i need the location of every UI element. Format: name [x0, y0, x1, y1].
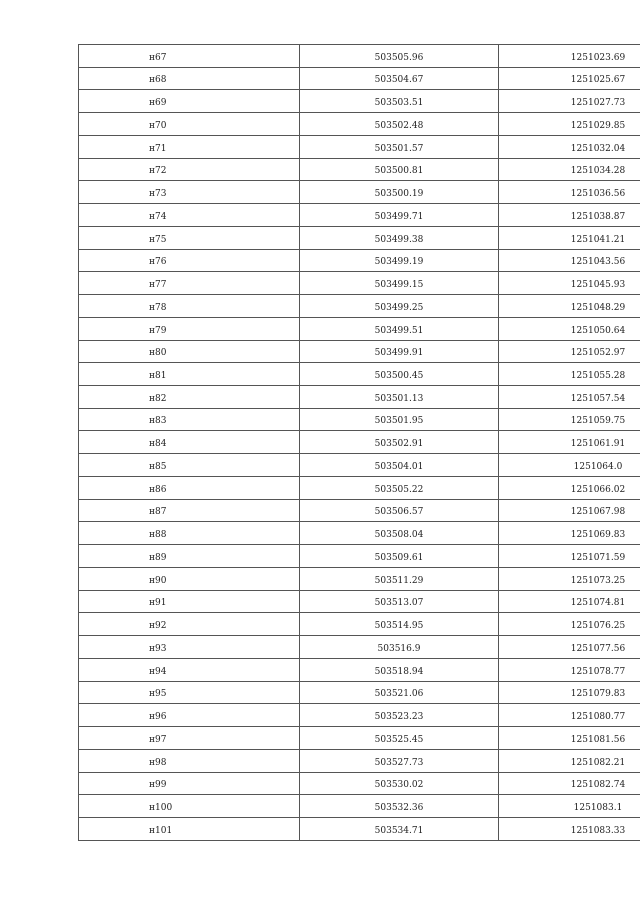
y-coordinate-cell [499, 135, 640, 158]
point-id-cell-text: н97 [149, 734, 167, 745]
y-coordinate-cell-text: 1251078.77 [570, 666, 626, 677]
point-id-cell [79, 317, 300, 340]
y-coordinate-cell [499, 181, 640, 204]
x-coordinate-cell-text: 503499.51 [374, 325, 424, 336]
y-coordinate-cell [499, 590, 640, 613]
x-coordinate-cell [300, 45, 499, 68]
y-coordinate-cell [499, 727, 640, 750]
point-id-cell-text: н92 [149, 621, 167, 632]
x-coordinate-cell-text: 503509.61 [374, 552, 424, 563]
x-coordinate-cell [300, 340, 499, 363]
point-id-cell-text: н70 [149, 120, 167, 131]
point-id-cell-text: н101 [149, 825, 173, 836]
x-coordinate-cell [300, 749, 499, 772]
table-row [79, 476, 640, 499]
point-id-cell [79, 704, 300, 727]
point-id-cell-text: н71 [149, 143, 167, 154]
point-id-cell [79, 658, 300, 681]
point-id-cell-text: н69 [149, 98, 167, 109]
x-coordinate-cell-text: 503501.57 [374, 143, 424, 154]
table-row [79, 204, 640, 227]
table-row [79, 431, 640, 454]
y-coordinate-cell-text: 1251082.21 [570, 757, 626, 768]
y-coordinate-cell-text: 1251083.33 [570, 825, 626, 836]
x-coordinate-cell-text: 503502.91 [374, 439, 424, 450]
point-id-cell-text: н77 [149, 280, 167, 291]
y-coordinate-cell [499, 613, 640, 636]
point-id-cell [79, 249, 300, 272]
y-coordinate-cell-text: 1251069.83 [570, 530, 626, 541]
y-coordinate-cell-text: 1251057.54 [570, 393, 626, 404]
y-coordinate-cell [499, 67, 640, 90]
x-coordinate-cell [300, 658, 499, 681]
x-coordinate-cell [300, 317, 499, 340]
point-id-cell-text: н76 [149, 257, 167, 268]
table-row [79, 795, 640, 818]
y-coordinate-cell [499, 567, 640, 590]
y-coordinate-cell [499, 636, 640, 659]
x-coordinate-cell-text: 503499.19 [374, 257, 424, 268]
x-coordinate-cell-text: 503523.23 [374, 712, 424, 723]
table-row [79, 636, 640, 659]
point-id-cell-text: н84 [149, 439, 167, 450]
point-id-cell [79, 727, 300, 750]
y-coordinate-cell [499, 45, 640, 68]
x-coordinate-cell [300, 295, 499, 318]
y-coordinate-cell [499, 204, 640, 227]
x-coordinate-cell [300, 499, 499, 522]
y-coordinate-cell-text: 1251064.0 [573, 461, 623, 472]
point-id-cell [79, 499, 300, 522]
x-coordinate-cell [300, 431, 499, 454]
point-id-cell [79, 454, 300, 477]
table-row [79, 45, 640, 68]
x-coordinate-cell-text: 503501.13 [374, 393, 424, 404]
y-coordinate-cell [499, 545, 640, 568]
y-coordinate-cell [499, 704, 640, 727]
table-row [79, 226, 640, 249]
y-coordinate-cell-text: 1251045.93 [570, 280, 626, 291]
point-id-cell-text: н72 [149, 166, 167, 177]
x-coordinate-cell [300, 636, 499, 659]
x-coordinate-cell-text: 503503.51 [374, 98, 424, 109]
point-id-cell [79, 522, 300, 545]
point-id-cell-text: н73 [149, 189, 167, 200]
table-row [79, 386, 640, 409]
table-row [79, 295, 640, 318]
x-coordinate-cell [300, 181, 499, 204]
x-coordinate-cell [300, 386, 499, 409]
y-coordinate-cell-text: 1251048.29 [570, 302, 626, 313]
x-coordinate-cell-text: 503504.67 [374, 75, 424, 86]
x-coordinate-cell-text: 503525.45 [374, 734, 424, 745]
table-row [79, 613, 640, 636]
y-coordinate-cell-text: 1251066.02 [570, 484, 626, 495]
point-id-cell-text: н83 [149, 416, 167, 427]
point-id-cell [79, 45, 300, 68]
y-coordinate-cell [499, 522, 640, 545]
x-coordinate-cell-text: 503527.73 [374, 757, 424, 768]
point-id-cell [79, 795, 300, 818]
x-coordinate-cell [300, 476, 499, 499]
point-id-cell-text: н86 [149, 484, 167, 495]
x-coordinate-cell [300, 67, 499, 90]
point-id-cell-text: н98 [149, 757, 167, 768]
point-id-cell [79, 476, 300, 499]
x-coordinate-cell [300, 90, 499, 113]
table-row [79, 363, 640, 386]
point-id-cell-text: н81 [149, 371, 167, 382]
table-row [79, 113, 640, 136]
y-coordinate-cell-text: 1251038.87 [570, 211, 626, 222]
table-row [79, 249, 640, 272]
x-coordinate-cell-text: 503505.22 [374, 484, 424, 495]
x-coordinate-cell-text: 503518.94 [374, 666, 424, 677]
point-id-cell-text: н79 [149, 325, 167, 336]
y-coordinate-cell [499, 795, 640, 818]
point-id-cell [79, 817, 300, 840]
x-coordinate-cell-text: 503521.06 [374, 689, 424, 700]
y-coordinate-cell-text: 1251077.56 [570, 643, 626, 654]
y-coordinate-cell [499, 386, 640, 409]
y-coordinate-cell [499, 749, 640, 772]
point-id-cell [79, 340, 300, 363]
point-id-cell [79, 636, 300, 659]
y-coordinate-cell-text: 1251043.56 [570, 257, 626, 268]
point-id-cell [79, 408, 300, 431]
table-row [79, 658, 640, 681]
x-coordinate-cell-text: 503500.45 [374, 371, 424, 382]
point-id-cell [79, 613, 300, 636]
table-row [79, 545, 640, 568]
table-row [79, 681, 640, 704]
y-coordinate-cell [499, 340, 640, 363]
y-coordinate-cell-text: 1251079.83 [570, 689, 626, 700]
y-coordinate-cell-text: 1251050.64 [570, 325, 626, 336]
table-row [79, 135, 640, 158]
y-coordinate-cell [499, 90, 640, 113]
point-id-cell-text: н68 [149, 75, 167, 86]
table-row [79, 567, 640, 590]
x-coordinate-cell-text: 503499.71 [374, 211, 424, 222]
y-coordinate-cell-text: 1251074.81 [570, 598, 626, 609]
point-id-cell [79, 90, 300, 113]
point-id-cell [79, 567, 300, 590]
x-coordinate-cell-text: 503530.02 [374, 780, 424, 791]
table-row [79, 704, 640, 727]
x-coordinate-cell-text: 503499.25 [374, 302, 424, 313]
x-coordinate-cell [300, 727, 499, 750]
point-id-cell [79, 772, 300, 795]
point-id-cell-text: н99 [149, 780, 167, 791]
table-row [79, 158, 640, 181]
y-coordinate-cell-text: 1251027.73 [570, 98, 626, 109]
table-row [79, 590, 640, 613]
y-coordinate-cell-text: 1251081.56 [570, 734, 626, 745]
y-coordinate-cell [499, 249, 640, 272]
x-coordinate-cell [300, 135, 499, 158]
point-id-cell-text: н67 [149, 52, 167, 63]
y-coordinate-cell-text: 1251025.67 [570, 75, 626, 86]
x-coordinate-cell [300, 567, 499, 590]
x-coordinate-cell [300, 704, 499, 727]
x-coordinate-cell-text: 503513.07 [374, 598, 424, 609]
point-id-cell [79, 386, 300, 409]
x-coordinate-cell-text: 503532.36 [374, 802, 424, 813]
y-coordinate-cell-text: 1251029.85 [570, 120, 626, 131]
y-coordinate-cell [499, 317, 640, 340]
y-coordinate-cell [499, 431, 640, 454]
y-coordinate-cell-text: 1251023.69 [570, 52, 626, 63]
x-coordinate-cell-text: 503504.01 [374, 461, 424, 472]
point-id-cell-text: н88 [149, 530, 167, 541]
x-coordinate-cell [300, 408, 499, 431]
y-coordinate-cell-text: 1251067.98 [570, 507, 626, 518]
x-coordinate-cell [300, 249, 499, 272]
x-coordinate-cell [300, 454, 499, 477]
x-coordinate-cell-text: 503511.29 [374, 575, 424, 586]
y-coordinate-cell [499, 658, 640, 681]
x-coordinate-cell-text: 503516.9 [377, 643, 421, 654]
point-id-cell-text: н90 [149, 575, 167, 586]
point-id-cell [79, 749, 300, 772]
table-row [79, 817, 640, 840]
x-coordinate-cell-text: 503499.15 [374, 280, 424, 291]
x-coordinate-cell-text: 503534.71 [374, 825, 424, 836]
y-coordinate-cell-text: 1251032.04 [570, 143, 626, 154]
x-coordinate-cell-text: 503499.38 [374, 234, 424, 245]
table-row [79, 67, 640, 90]
point-id-cell [79, 363, 300, 386]
point-id-cell [79, 295, 300, 318]
point-id-cell-text: н85 [149, 461, 167, 472]
table-row [79, 499, 640, 522]
y-coordinate-cell-text: 1251076.25 [570, 621, 626, 632]
point-id-cell [79, 204, 300, 227]
point-id-cell [79, 181, 300, 204]
y-coordinate-cell [499, 295, 640, 318]
x-coordinate-cell-text: 503505.96 [374, 52, 424, 63]
point-id-cell-text: н91 [149, 598, 167, 609]
point-id-cell [79, 545, 300, 568]
point-id-cell-text: н94 [149, 666, 167, 677]
y-coordinate-cell [499, 408, 640, 431]
point-id-cell-text: н80 [149, 348, 167, 359]
x-coordinate-cell [300, 363, 499, 386]
point-id-cell [79, 113, 300, 136]
x-coordinate-cell [300, 817, 499, 840]
y-coordinate-cell-text: 1251080.77 [570, 712, 626, 723]
x-coordinate-cell [300, 204, 499, 227]
x-coordinate-cell [300, 613, 499, 636]
point-id-cell-text: н78 [149, 302, 167, 313]
x-coordinate-cell [300, 681, 499, 704]
table-row [79, 772, 640, 795]
x-coordinate-cell [300, 795, 499, 818]
point-id-cell [79, 431, 300, 454]
x-coordinate-cell-text: 503501.95 [374, 416, 424, 427]
y-coordinate-cell-text: 1251071.59 [570, 552, 626, 563]
x-coordinate-cell [300, 272, 499, 295]
y-coordinate-cell-text: 1251073.25 [570, 575, 626, 586]
point-id-cell [79, 590, 300, 613]
y-coordinate-cell [499, 113, 640, 136]
table-row [79, 317, 640, 340]
point-id-cell-text: н89 [149, 552, 167, 563]
y-coordinate-cell-text: 1251034.28 [570, 166, 626, 177]
y-coordinate-cell-text: 1251061.91 [570, 439, 626, 450]
y-coordinate-cell-text: 1251041.21 [570, 234, 626, 245]
x-coordinate-cell [300, 772, 499, 795]
point-id-cell [79, 272, 300, 295]
coordinates-table-body [79, 45, 640, 841]
y-coordinate-cell-text: 1251052.97 [570, 348, 626, 359]
point-id-cell-text: н82 [149, 393, 167, 404]
point-id-cell [79, 226, 300, 249]
y-coordinate-cell [499, 681, 640, 704]
x-coordinate-cell-text: 503506.57 [374, 507, 424, 518]
table-row [79, 340, 640, 363]
y-coordinate-cell [499, 772, 640, 795]
point-id-cell-text: н95 [149, 689, 167, 700]
y-coordinate-cell [499, 226, 640, 249]
y-coordinate-cell-text: 1251059.75 [570, 416, 626, 427]
y-coordinate-cell [499, 817, 640, 840]
point-id-cell-text: н75 [149, 234, 167, 245]
table-row [79, 727, 640, 750]
y-coordinate-cell-text: 1251083.1 [573, 802, 623, 813]
table-row [79, 181, 640, 204]
table-row [79, 272, 640, 295]
y-coordinate-cell-text: 1251055.28 [570, 371, 626, 382]
x-coordinate-cell [300, 158, 499, 181]
table-row [79, 408, 640, 431]
table-row [79, 749, 640, 772]
y-coordinate-cell [499, 454, 640, 477]
y-coordinate-cell [499, 499, 640, 522]
table-row [79, 454, 640, 477]
point-id-cell-text: н100 [149, 802, 173, 813]
y-coordinate-cell [499, 158, 640, 181]
point-id-cell [79, 681, 300, 704]
x-coordinate-cell-text: 503514.95 [374, 621, 424, 632]
point-id-cell-text: н87 [149, 507, 167, 518]
x-coordinate-cell [300, 590, 499, 613]
x-coordinate-cell-text: 503508.04 [374, 530, 424, 541]
x-coordinate-cell-text: 503499.91 [374, 348, 424, 359]
point-id-cell [79, 135, 300, 158]
x-coordinate-cell-text: 503500.81 [374, 166, 424, 177]
point-id-cell [79, 158, 300, 181]
point-id-cell-text: н96 [149, 712, 167, 723]
y-coordinate-cell-text: 1251082.74 [570, 780, 626, 791]
point-id-cell-text: н74 [149, 211, 167, 222]
point-id-cell-text: н93 [149, 643, 167, 654]
x-coordinate-cell [300, 522, 499, 545]
point-id-cell [79, 67, 300, 90]
x-coordinate-cell-text: 503500.19 [374, 189, 424, 200]
y-coordinate-cell [499, 476, 640, 499]
coordinates-table [78, 44, 640, 841]
x-coordinate-cell-text: 503502.48 [374, 120, 424, 131]
x-coordinate-cell [300, 545, 499, 568]
x-coordinate-cell [300, 226, 499, 249]
y-coordinate-cell-text: 1251036.56 [570, 189, 626, 200]
table-row [79, 522, 640, 545]
x-coordinate-cell [300, 113, 499, 136]
table-row [79, 90, 640, 113]
y-coordinate-cell [499, 272, 640, 295]
y-coordinate-cell [499, 363, 640, 386]
